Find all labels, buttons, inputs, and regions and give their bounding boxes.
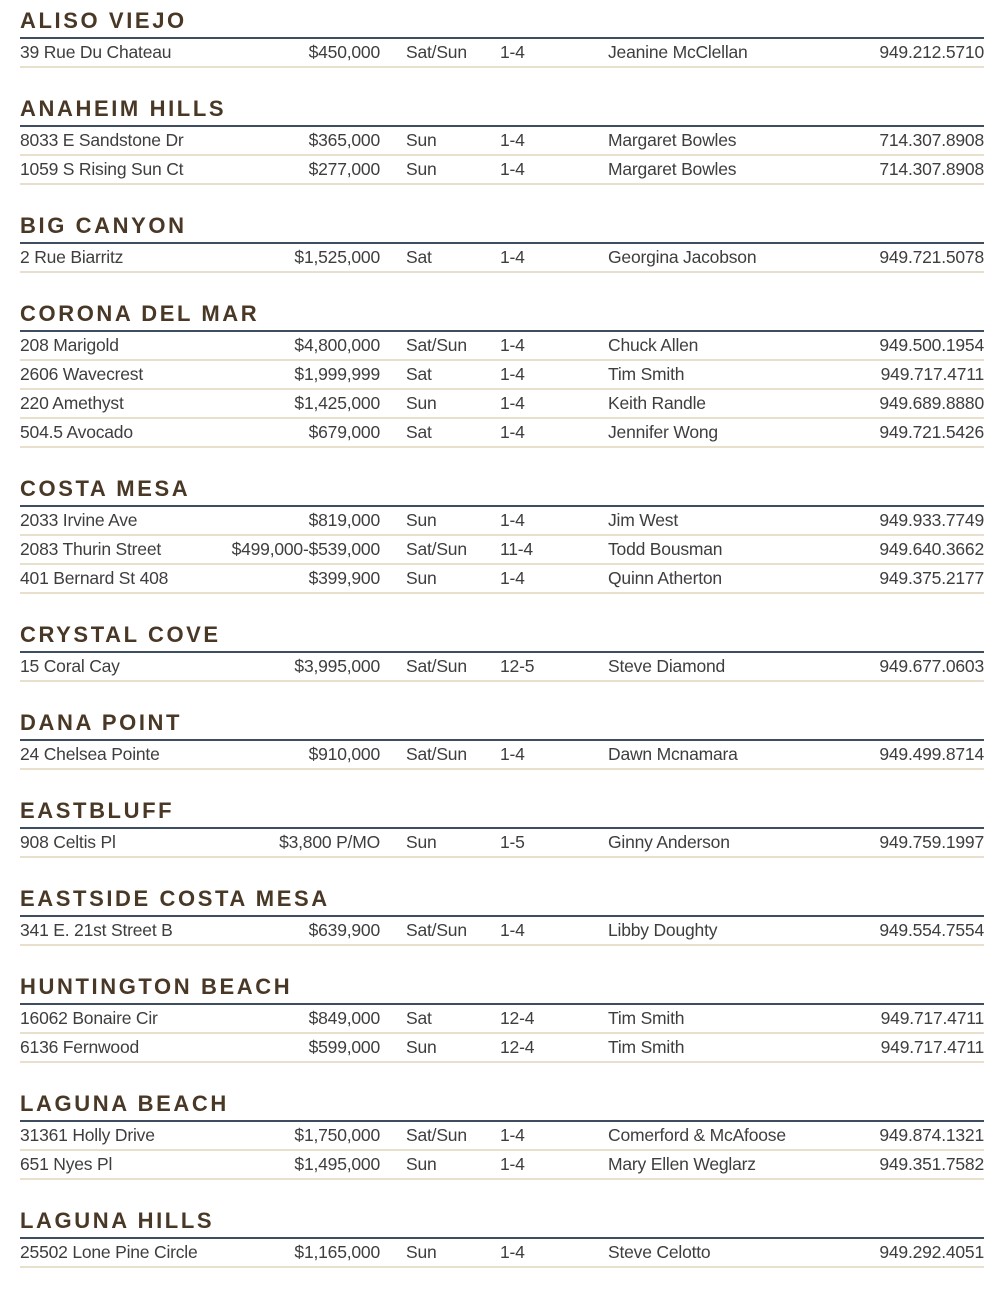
time-cell: 1-4 bbox=[500, 364, 525, 384]
days-cell: Sat bbox=[406, 364, 432, 384]
days-cell: Sat/Sun bbox=[406, 539, 467, 559]
city-section bbox=[20, 1208, 984, 1268]
agent-cell: Tim Smith bbox=[608, 364, 685, 384]
price-cell: $1,425,000 bbox=[294, 393, 380, 413]
agent-cell: Keith Randle bbox=[608, 393, 706, 413]
price-cell: $849,000 bbox=[308, 1008, 380, 1028]
price-cell: $599,000 bbox=[308, 1037, 380, 1057]
agent-cell: Margaret Bowles bbox=[608, 159, 737, 179]
agent-cell: Jeanine McClellan bbox=[608, 42, 748, 62]
listing-row bbox=[20, 917, 984, 946]
agent-cell: Margaret Bowles bbox=[608, 130, 737, 150]
address-cell: 2033 Irvine Ave bbox=[20, 510, 138, 530]
time-cell: 1-4 bbox=[500, 422, 525, 442]
price-cell: $3,995,000 bbox=[294, 656, 380, 676]
time-cell: 1-4 bbox=[500, 42, 525, 62]
agent-cell: Quinn Atherton bbox=[608, 568, 722, 588]
time-cell: 1-4 bbox=[500, 159, 525, 179]
price-cell: $1,165,000 bbox=[294, 1242, 380, 1262]
section-rows bbox=[20, 244, 984, 273]
price-cell: $1,525,000 bbox=[294, 247, 380, 267]
listing-row bbox=[20, 741, 984, 770]
address-cell: 401 Bernard St 408 bbox=[20, 568, 169, 588]
price-cell: $819,000 bbox=[308, 510, 380, 530]
city-heading: EASTSIDE COSTA MESA bbox=[20, 886, 984, 917]
address-cell: 8033 E Sandstone Dr bbox=[20, 130, 184, 150]
address-cell: 2 Rue Biarritz bbox=[20, 247, 124, 267]
city-section bbox=[20, 886, 984, 946]
phone-cell: 949.721.5426 bbox=[879, 422, 984, 442]
days-cell: Sat/Sun bbox=[406, 42, 467, 62]
price-cell: $679,000 bbox=[308, 422, 380, 442]
city-heading: BIG CANYON bbox=[20, 213, 984, 244]
phone-cell: 714.307.8908 bbox=[879, 159, 984, 179]
address-cell: 908 Celtis Pl bbox=[20, 832, 116, 852]
address-cell: 39 Rue Du Chateau bbox=[20, 42, 172, 62]
address-cell: 2083 Thurin Street bbox=[20, 539, 162, 559]
section-rows bbox=[20, 332, 984, 448]
agent-cell: Mary Ellen Weglarz bbox=[608, 1154, 756, 1174]
address-cell: 220 Amethyst bbox=[20, 393, 124, 413]
days-cell: Sun bbox=[406, 1154, 437, 1174]
agent-cell: Jennifer Wong bbox=[608, 422, 718, 442]
time-cell: 12-4 bbox=[500, 1008, 535, 1028]
days-cell: Sun bbox=[406, 130, 437, 150]
section-rows bbox=[20, 741, 984, 770]
time-cell: 1-4 bbox=[500, 1125, 525, 1145]
phone-cell: 949.717.4711 bbox=[880, 1037, 984, 1057]
agent-cell: Jim West bbox=[608, 510, 679, 530]
city-heading: COSTA MESA bbox=[20, 476, 984, 507]
time-cell: 1-4 bbox=[500, 247, 525, 267]
days-cell: Sat/Sun bbox=[406, 1125, 467, 1145]
days-cell: Sat/Sun bbox=[406, 335, 467, 355]
phone-cell: 949.933.7749 bbox=[879, 510, 984, 530]
listing-row bbox=[20, 536, 984, 565]
listing-row bbox=[20, 653, 984, 682]
listing-row bbox=[20, 332, 984, 361]
time-cell: 1-4 bbox=[500, 510, 525, 530]
phone-cell: 949.375.2177 bbox=[879, 568, 984, 588]
time-cell: 1-4 bbox=[500, 920, 525, 940]
days-cell: Sat/Sun bbox=[406, 744, 467, 764]
city-heading: CRYSTAL COVE bbox=[20, 622, 984, 653]
city-heading: EASTBLUFF bbox=[20, 798, 984, 829]
section-rows bbox=[20, 829, 984, 858]
price-cell: $1,495,000 bbox=[294, 1154, 380, 1174]
days-cell: Sun bbox=[406, 159, 437, 179]
section-rows bbox=[20, 1122, 984, 1180]
listing-row bbox=[20, 1005, 984, 1034]
section-rows bbox=[20, 917, 984, 946]
phone-cell: 949.351.7582 bbox=[879, 1154, 984, 1174]
price-cell: $277,000 bbox=[308, 159, 380, 179]
city-section bbox=[20, 710, 984, 770]
city-heading: HUNTINGTON BEACH bbox=[20, 974, 984, 1005]
agent-cell: Steve Diamond bbox=[608, 656, 726, 676]
listing-row bbox=[20, 507, 984, 536]
section-rows bbox=[20, 1239, 984, 1268]
agent-cell: Comerford & McAfoose bbox=[608, 1125, 786, 1145]
address-cell: 2606 Wavecrest bbox=[20, 364, 143, 384]
phone-cell: 949.499.8714 bbox=[879, 744, 984, 764]
city-heading: LAGUNA HILLS bbox=[20, 1208, 984, 1239]
time-cell: 1-4 bbox=[500, 1242, 525, 1262]
section-rows bbox=[20, 653, 984, 682]
section-rows bbox=[20, 507, 984, 594]
days-cell: Sun bbox=[406, 832, 437, 852]
listing-row bbox=[20, 829, 984, 858]
listing-row bbox=[20, 156, 984, 185]
listing-row bbox=[20, 1122, 984, 1151]
agent-cell: Libby Doughty bbox=[608, 920, 718, 940]
address-cell: 208 Marigold bbox=[20, 335, 119, 355]
agent-cell: Tim Smith bbox=[608, 1037, 685, 1057]
price-cell: $3,800 P/MO bbox=[279, 832, 380, 852]
city-heading: DANA POINT bbox=[20, 710, 984, 741]
time-cell: 1-4 bbox=[500, 393, 525, 413]
city-section bbox=[20, 476, 984, 594]
days-cell: Sat bbox=[406, 247, 432, 267]
address-cell: 25502 Lone Pine Circle bbox=[20, 1242, 198, 1262]
city-heading: ANAHEIM HILLS bbox=[20, 96, 984, 127]
city-section bbox=[20, 8, 984, 68]
city-section bbox=[20, 213, 984, 273]
price-cell: $4,800,000 bbox=[294, 335, 380, 355]
address-cell: 6136 Fernwood bbox=[20, 1037, 140, 1057]
listing-row bbox=[20, 419, 984, 448]
agent-cell: Tim Smith bbox=[608, 1008, 685, 1028]
price-cell: $499,000-$539,000 bbox=[231, 539, 380, 559]
days-cell: Sun bbox=[406, 393, 437, 413]
days-cell: Sun bbox=[406, 1037, 437, 1057]
city-section bbox=[20, 798, 984, 858]
section-rows bbox=[20, 1005, 984, 1063]
agent-cell: Steve Celotto bbox=[608, 1242, 711, 1262]
phone-cell: 949.500.1954 bbox=[879, 335, 984, 355]
agent-cell: Ginny Anderson bbox=[608, 832, 730, 852]
days-cell: Sun bbox=[406, 1242, 437, 1262]
city-section bbox=[20, 974, 984, 1063]
listing-row bbox=[20, 565, 984, 594]
phone-cell: 949.677.0603 bbox=[879, 656, 984, 676]
city-section bbox=[20, 622, 984, 682]
time-cell: 1-5 bbox=[500, 832, 525, 852]
price-cell: $365,000 bbox=[308, 130, 380, 150]
section-rows bbox=[20, 39, 984, 68]
time-cell: 11-4 bbox=[500, 539, 533, 559]
price-cell: $1,999,999 bbox=[294, 364, 380, 384]
price-cell: $639,900 bbox=[308, 920, 380, 940]
price-cell: $1,750,000 bbox=[294, 1125, 380, 1145]
days-cell: Sat/Sun bbox=[406, 656, 467, 676]
address-cell: 24 Chelsea Pointe bbox=[20, 744, 160, 764]
price-cell: $450,000 bbox=[308, 42, 380, 62]
days-cell: Sat bbox=[406, 1008, 432, 1028]
time-cell: 1-4 bbox=[500, 1154, 525, 1174]
listing-row bbox=[20, 244, 984, 273]
listing-row bbox=[20, 1239, 984, 1268]
agent-cell: Dawn Mcnamara bbox=[608, 744, 738, 764]
days-cell: Sat bbox=[406, 422, 432, 442]
phone-cell: 714.307.8908 bbox=[879, 130, 984, 150]
address-cell: 31361 Holly Drive bbox=[20, 1125, 155, 1145]
city-section bbox=[20, 1091, 984, 1180]
phone-cell: 949.721.5078 bbox=[879, 247, 984, 267]
time-cell: 1-4 bbox=[500, 568, 525, 588]
agent-cell: Georgina Jacobson bbox=[608, 247, 757, 267]
city-heading: LAGUNA BEACH bbox=[20, 1091, 984, 1122]
address-cell: 651 Nyes Pl bbox=[20, 1154, 113, 1174]
price-cell: $910,000 bbox=[308, 744, 380, 764]
city-section bbox=[20, 96, 984, 185]
phone-cell: 949.212.5710 bbox=[879, 42, 984, 62]
time-cell: 12-5 bbox=[500, 656, 535, 676]
listing-row bbox=[20, 127, 984, 156]
listing-row bbox=[20, 39, 984, 68]
time-cell: 1-4 bbox=[500, 335, 525, 355]
agent-cell: Chuck Allen bbox=[608, 335, 699, 355]
days-cell: Sun bbox=[406, 568, 437, 588]
city-heading: ALISO VIEJO bbox=[20, 8, 984, 39]
listing-row bbox=[20, 390, 984, 419]
section-rows bbox=[20, 127, 984, 185]
days-cell: Sat/Sun bbox=[406, 920, 467, 940]
phone-cell: 949.759.1997 bbox=[879, 832, 984, 852]
listing-row bbox=[20, 361, 984, 390]
time-cell: 1-4 bbox=[500, 130, 525, 150]
time-cell: 1-4 bbox=[500, 744, 525, 764]
address-cell: 504.5 Avocado bbox=[20, 422, 133, 442]
phone-cell: 949.717.4711 bbox=[880, 364, 984, 384]
phone-cell: 949.689.8880 bbox=[879, 393, 984, 413]
phone-cell: 949.874.1321 bbox=[879, 1125, 984, 1145]
address-cell: 16062 Bonaire Cir bbox=[20, 1008, 158, 1028]
price-cell: $399,900 bbox=[308, 568, 380, 588]
phone-cell: 949.554.7554 bbox=[879, 920, 984, 940]
city-section bbox=[20, 301, 984, 448]
address-cell: 1059 S Rising Sun Ct bbox=[20, 159, 184, 179]
listing-row bbox=[20, 1034, 984, 1063]
listing-row bbox=[20, 1151, 984, 1180]
agent-cell: Todd Bousman bbox=[608, 539, 723, 559]
phone-cell: 949.640.3662 bbox=[879, 539, 984, 559]
address-cell: 15 Coral Cay bbox=[20, 656, 120, 676]
days-cell: Sun bbox=[406, 510, 437, 530]
address-cell: 341 E. 21st Street B bbox=[20, 920, 173, 940]
time-cell: 12-4 bbox=[500, 1037, 535, 1057]
city-heading: CORONA DEL MAR bbox=[20, 301, 984, 332]
phone-cell: 949.292.4051 bbox=[879, 1242, 984, 1262]
phone-cell: 949.717.4711 bbox=[880, 1008, 984, 1028]
